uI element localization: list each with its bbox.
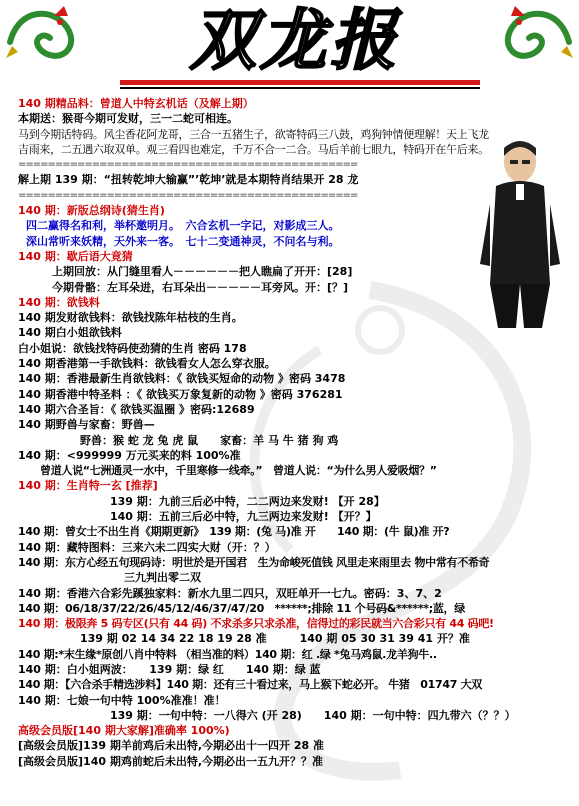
title-underline-black (120, 87, 480, 89)
text-line: 140 期：七娘一句中特 100%准准！准！ (18, 693, 226, 707)
dragon-icon (4, 2, 82, 64)
text-line: 野兽：猴 蛇 龙 兔 虎 鼠 家畜：羊 马 牛 猪 狗 鸡 (80, 433, 339, 447)
section-heading: 140 期：歇后语大竟猜 (18, 249, 133, 263)
poem-line: 深山常听来妖精，天外来一客。 七十二变通神灵，不问名与利。 (26, 234, 340, 248)
text-line: 140 期：06/18/37/22/26/45/12/46/37/47/20 ******;排除 11 个号码&******;蓝，绿 (18, 601, 465, 615)
text-line: 139 期：一句中特：一八得六 (开 28) 140 期：一句中特：四九带六（？？） (110, 708, 516, 722)
header (0, 0, 579, 96)
separator: ============================================== (18, 159, 358, 171)
text-line: 140 期：东方心经五句现码诗：明世於是开国君 生为命峻死值钱 风里走来雨里去 物中常有不希奇 (18, 555, 490, 569)
title-underline-red (120, 80, 480, 85)
text-line: 140 期：藏特图料：三来六未二四实大财（开：？） (18, 540, 276, 554)
text-line: 马到今期话特码。风尘香花阿龙哥，三合一五猪生子，欲寄特码三八鼓，鸡狗钟情便理解！天上飞龙 (18, 127, 489, 141)
text-line: 140 期：香港最新生肖欲钱料：《 欲钱买短命的动物 》密码 3478 (18, 372, 346, 386)
text-line: 白小姐说：欲钱找特码使劲猜的生肖 密码 178 (18, 341, 247, 355)
text-line: [高级会员版]140 期鸡前蛇后未出特,今期必出一五九开？？准 (18, 754, 324, 768)
poem-line: 四二赢得名和利，举杯邀明月。 六合玄机一字记，对影成三人。 (26, 219, 340, 233)
text-line: 140 期：<999999 万元买来的料 100%准 (18, 448, 241, 462)
page-title: 双龙报 (190, 1, 400, 79)
section-heading: 140 期：新版总纲诗(猜生肖) (18, 204, 165, 218)
text-line: 140 期：白小姐两波： 139 期：绿 红 140 期：绿 蓝 (18, 662, 321, 676)
text-line: 140 期香港中特圣料 ：《 欲钱买万象复新的动物 》密码 376281 (18, 387, 343, 401)
text-line: 140 期发财欲钱料：欲钱找陈年枯枝的生肖。 (18, 311, 243, 325)
text-line: 139 期：九前三后必中特，二二两边来发财! 【开 28】 (110, 494, 385, 508)
text-line: 140 期野兽与家畜：野兽— (18, 418, 155, 432)
text-line: 曾道人说“七洲通灵一水中，千里寒修一线牵。” 曾道人说：“为什么男人爱吸烟？” (40, 464, 437, 478)
content-body (18, 96, 573, 769)
section-heading: 140 期：生肖特一玄 [推荐] (18, 479, 158, 493)
section-heading: 140 期精品料：曾道人中特玄机话（及解上期） (18, 97, 254, 110)
text-line: 140 期：【六合杀手精选涉料】140 期：还有三十看过来，马上猴下蛇必开。 牛猪 01747 大双 (18, 678, 483, 692)
text-line: 三九判出零二双 (124, 571, 201, 585)
text-line: 140 期：五前三后必中特，九三两边来发财! 【开？】 (110, 510, 377, 524)
text-line: 140 期:*末生缘*原创八肖中特料 （相当准的料）140 期：红 .绿 *兔马鸡鼠.龙羊狗牛.. (18, 647, 437, 661)
text-line: 140 期：曾女士不出生肖《期期更新》 139 期：(兔 马)准 开 140 期：(牛 鼠)准 开? (18, 525, 450, 539)
text-line: 140 期香港第一手欲钱料：欲钱看女人怎么穿衣服。 (18, 357, 276, 371)
text-line: 140 期六合圣旨：《 欲钱买温圈 》密码:12689 (18, 402, 255, 416)
text-line: [高级会员版]139 期羊前鸡后未出特,今期必出十一四开 28 准 (18, 739, 324, 753)
text-line: 解上期 139 期：“扭转乾坤大输赢”’乾坤’就是本期特肖结果开 28 龙 (18, 173, 359, 187)
text-line: 140 期白小姐欲钱料 (18, 326, 122, 340)
text-line: 139 期 02 14 34 22 18 19 28 准 140 期 05 30 31 39 41 开？准 (80, 632, 470, 646)
section-heading: 140 期：欲钱料 (18, 295, 100, 309)
separator: ============================================== (18, 189, 358, 201)
text-line: 本期送：猴哥今期可发财，三一二蛇可相连。 (18, 112, 238, 126)
section-heading: 140 期：极限奔 5 码专区(只有 44 码) 不求杀多只求杀准，信得过的彩民就当六合彩只有 44 码吧! (18, 617, 494, 631)
text-line: 上期回放：从门缝里看人－－－－－－把人瞧扁了开开：[28] (52, 265, 353, 279)
dragon-icon (497, 2, 575, 64)
text-line: 今期骨骼：左耳朵进，右耳朵出－－－－－耳旁风。开：[？] (52, 280, 349, 294)
section-heading: 高级会员版[140 期大家解]准确率 100%) (18, 724, 230, 738)
text-line: 吉雨来，二五遇六取双单。观三看四也难定，千万不合一二合。马后羊前七眼九，特码开在午后来。 (18, 142, 489, 156)
text-line: 140 期：香港六合彩先蹊独家料：新水九里二四只，双旺单开一七九。密码：3、7、2 (18, 586, 442, 600)
